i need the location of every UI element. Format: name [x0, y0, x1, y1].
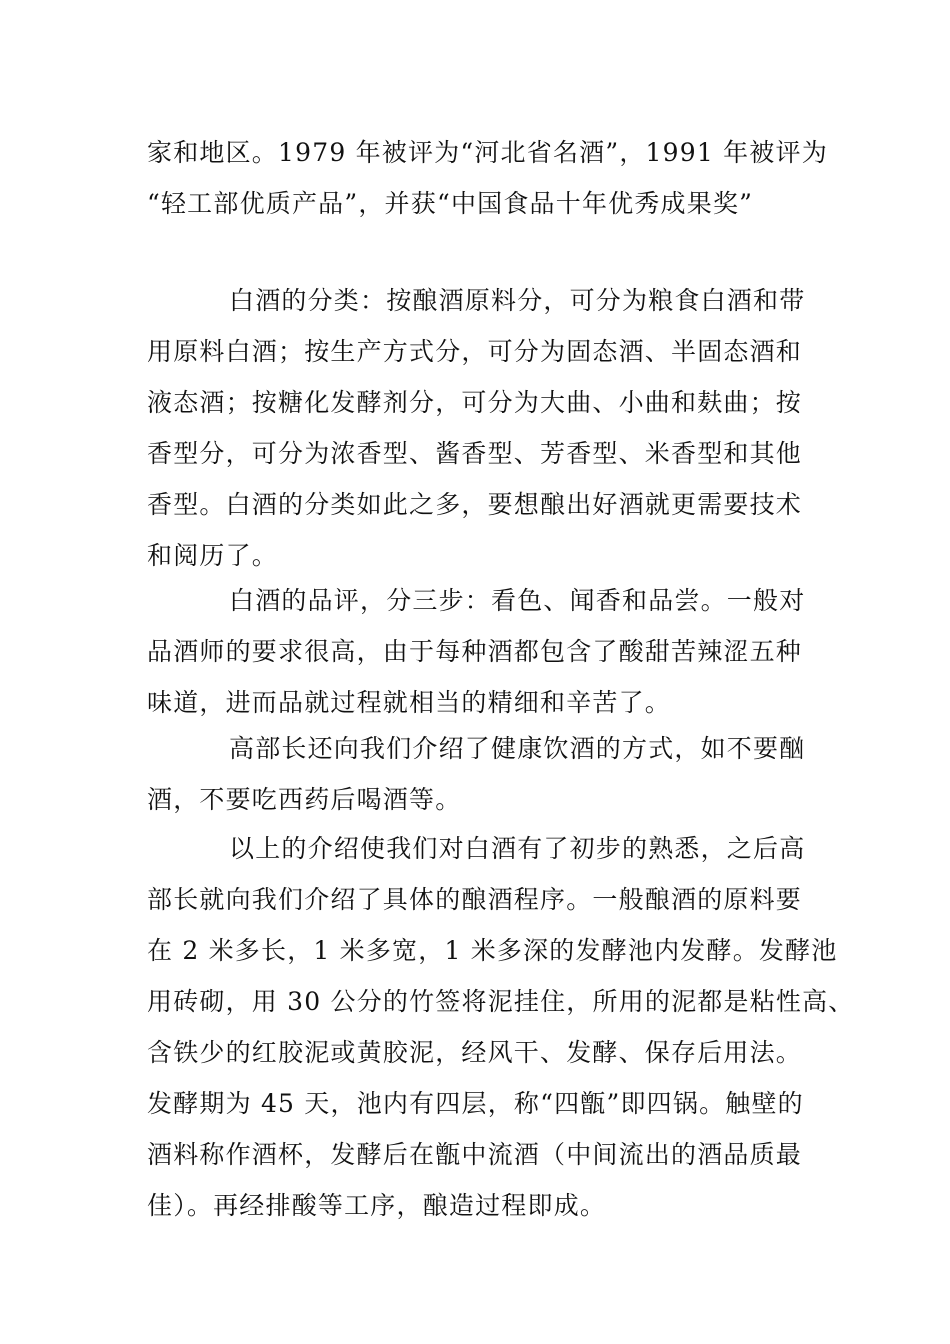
paragraph-line: 品酒师的要求很高，由于每种酒都包含了酸甜苦辣涩五种 [147, 637, 803, 666]
paragraph-healthy-drinking [147, 723, 807, 825]
paragraph-line: 用砖砌，用 30 公分的竹签将泥挂住，所用的泥都是粘性高、 [147, 987, 855, 1016]
paragraph-line: 家和地区。1979 年被评为“河北省名酒”，1991 年被评为 [147, 138, 828, 167]
paragraph-line: 高部长还向我们介绍了健康饮酒的方式，如不要酗 [229, 734, 806, 763]
paragraph-classification [147, 275, 807, 581]
paragraph-awards [147, 127, 828, 229]
paragraph-line: 白酒的品评，分三步：看色、闻香和品尝。一般对 [229, 586, 806, 615]
paragraph-line: 酒料称作酒杯，发酵后在甑中流酒（中间流出的酒品质最 [147, 1140, 803, 1169]
paragraph-line: “轻工部优质产品”，并获“中国食品十年优秀成果奖” [147, 189, 754, 218]
paragraph-line: 白酒的分类：按酿酒原料分，可分为粮食白酒和带 [229, 286, 806, 315]
paragraph-line: 发酵期为 45 天，池内有四层，称“四甑”即四锅。触壁的 [147, 1089, 804, 1118]
paragraph-line: 在 2 米多长，1 米多宽，1 米多深的发酵池内发酵。发酵池 [147, 936, 838, 965]
paragraph-line: 香型。白酒的分类如此之多，要想酿出好酒就更需要技术 [147, 490, 803, 519]
paragraph-line: 以上的介绍使我们对白酒有了初步的熟悉，之后高 [229, 834, 806, 863]
paragraph-brewing-process [147, 823, 855, 1231]
paragraph-line: 味道，进而品就过程就相当的精细和辛苦了。 [147, 688, 672, 717]
paragraph-line: 部长就向我们介绍了具体的酿酒程序。一般酿酒的原料要 [147, 885, 803, 914]
paragraph-line: 液态酒；按糖化发酵剂分，可分为大曲、小曲和麸曲；按 [147, 388, 803, 417]
paragraph-line: 和阅历了。 [147, 541, 279, 570]
paragraph-line: 酒，不要吃西药后喝酒等。 [147, 785, 462, 814]
paragraph-line: 用原料白酒；按生产方式分，可分为固态酒、半固态酒和 [147, 337, 803, 366]
paragraph-line: 佳）。再经排酸等工序，酿造过程即成。 [147, 1191, 607, 1220]
paragraph-line: 含铁少的红胶泥或黄胶泥，经风干、发酵、保存后用法。 [147, 1038, 803, 1067]
paragraph-tasting [147, 575, 807, 728]
paragraph-line: 香型分，可分为浓香型、酱香型、芳香型、米香型和其他 [147, 439, 803, 468]
